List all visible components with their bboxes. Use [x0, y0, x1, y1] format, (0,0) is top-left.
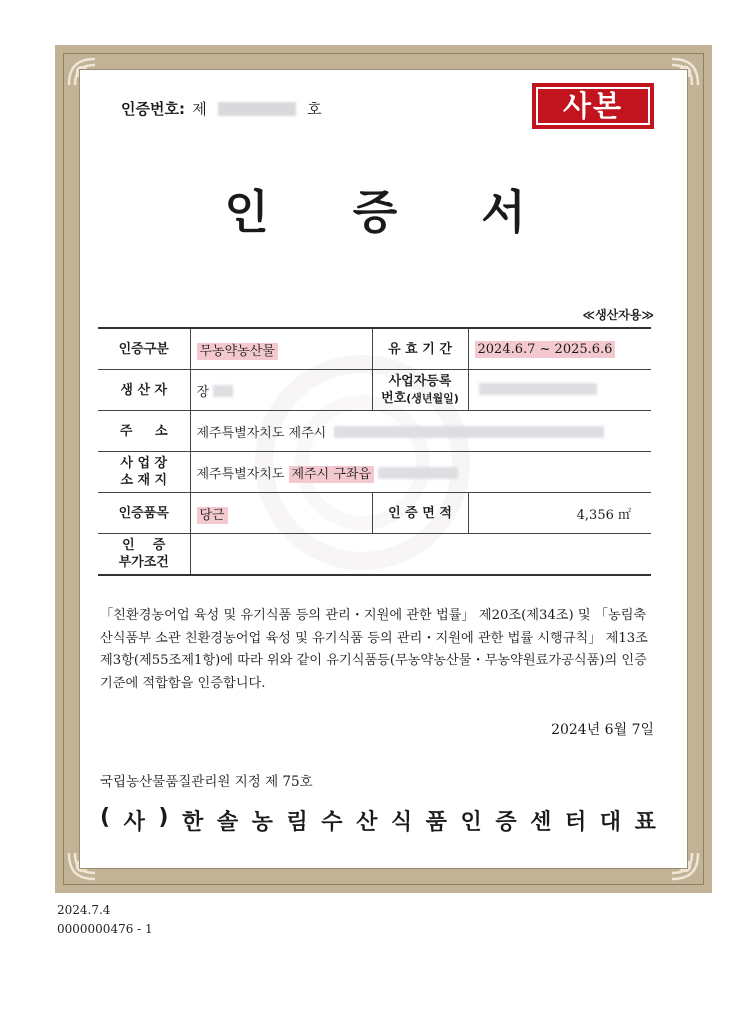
issuer-char: 수 [321, 810, 343, 835]
producer-value: 장 [196, 384, 210, 400]
issuer-char: 대 [599, 810, 622, 835]
copy-stamp-text: 사본 [536, 87, 650, 125]
validity-value: 2024.6.7 ~ 2025.6.6 [475, 341, 616, 358]
bizno-label-line2: 번호 [381, 391, 407, 406]
conditions-value [190, 534, 651, 576]
designation-number: 국립농산물품질관리원 지정 제 75호 [100, 774, 313, 790]
redacted-certificate-number [218, 102, 296, 116]
issuer-char: 센 [530, 810, 552, 835]
cert-type-value: 무농약농산물 [197, 343, 278, 360]
bizno-label-line1: 사업자등록 [388, 374, 452, 389]
product-value: 당근 [197, 507, 228, 524]
issuer-char: 증 [495, 810, 517, 835]
table-row [98, 493, 651, 534]
print-date: 2024.7.4 [57, 903, 111, 917]
conditions-label-line2: 부가조건 [118, 555, 169, 570]
issue-date: 2024년 6월 7일 [551, 722, 654, 738]
issuer-char: 솔 [216, 810, 239, 835]
bizno-label [372, 370, 468, 411]
table-row [98, 452, 651, 493]
certificate-number-label: 인증번호: [121, 100, 185, 118]
site-cell [190, 452, 651, 493]
issuer-char: ) [158, 805, 169, 830]
bizno-label-note: (생년월일) [406, 392, 459, 405]
table-row [98, 411, 651, 452]
address-cell [190, 411, 651, 452]
issuer-char: ( [100, 805, 111, 830]
issuer-char: 표 [634, 810, 656, 835]
issuer-char: 농 [251, 810, 273, 835]
issuer-char: 식 [390, 810, 413, 835]
redacted-site-address [378, 467, 458, 479]
issuer-char: 인 [460, 810, 482, 835]
site-label-line1: 사 업 장 [120, 456, 168, 471]
issuer-char: 한 [182, 810, 204, 835]
certificate-number-prefix: 제 [192, 100, 207, 118]
cert-type-label: 인증구분 [98, 328, 190, 370]
conditions-label [98, 534, 190, 576]
validity-label: 유 효 기 간 [372, 328, 468, 370]
site-value-prefix: 제주특별자치도 [196, 466, 285, 482]
site-label [98, 452, 190, 493]
site-label-line2: 소 재 지 [120, 473, 168, 488]
conditions-label-line1: 인 증 [122, 538, 166, 553]
table-row [98, 370, 651, 411]
certification-statement: 「친환경농어업 육성 및 유기식품 등의 관리・지원에 관한 법률」 제20조(제34조) 및 「농림축산식품부 소관 친환경농어업 육성 및 유기식품 등의 관리・지원에 관한 법률 시행규칙」 제13조제3항(제55조제1항)에 따라 위와 같이 유기식품등(무농약농산물・무농약원료가공식품)의 인증기준에 적합함을 인증합니다. [100, 608, 648, 691]
issuer-char: 산 [356, 810, 378, 835]
issuer-char: 품 [425, 810, 447, 835]
redacted-address [334, 426, 604, 438]
issuer-char: 사 [123, 810, 145, 835]
document-id: 0000000476 - 1 [57, 922, 153, 936]
producer-cell [190, 370, 372, 411]
address-value: 제주특별자치도 제주시 [196, 425, 327, 441]
copy-stamp [532, 83, 654, 129]
product-cell [190, 493, 372, 534]
issuer-char: 터 [564, 810, 587, 835]
area-value: 4,356 ㎡ [468, 493, 651, 534]
certificate-info-table [98, 327, 651, 576]
product-label: 인증품목 [98, 493, 190, 534]
document-title: 인 증 서 [224, 185, 560, 239]
validity-cell [468, 328, 651, 370]
usage-type: ≪생산자용≫ [582, 308, 654, 322]
producer-label: 생 산 자 [98, 370, 190, 411]
redacted-producer-name [213, 385, 233, 397]
certificate-number-suffix: 호 [307, 100, 322, 118]
bizno-cell [468, 370, 651, 411]
cert-type-cell [190, 328, 372, 370]
issuer-name [100, 805, 656, 836]
address-label: 주 소 [98, 411, 190, 452]
area-label: 인 증 면 적 [372, 493, 468, 534]
issuer-char: 림 [286, 810, 308, 835]
table-row [98, 328, 651, 370]
redacted-business-number [479, 383, 597, 395]
site-value-highlight: 제주시 구좌읍 [289, 466, 374, 483]
certificate-number [121, 98, 322, 119]
table-row [98, 534, 651, 576]
